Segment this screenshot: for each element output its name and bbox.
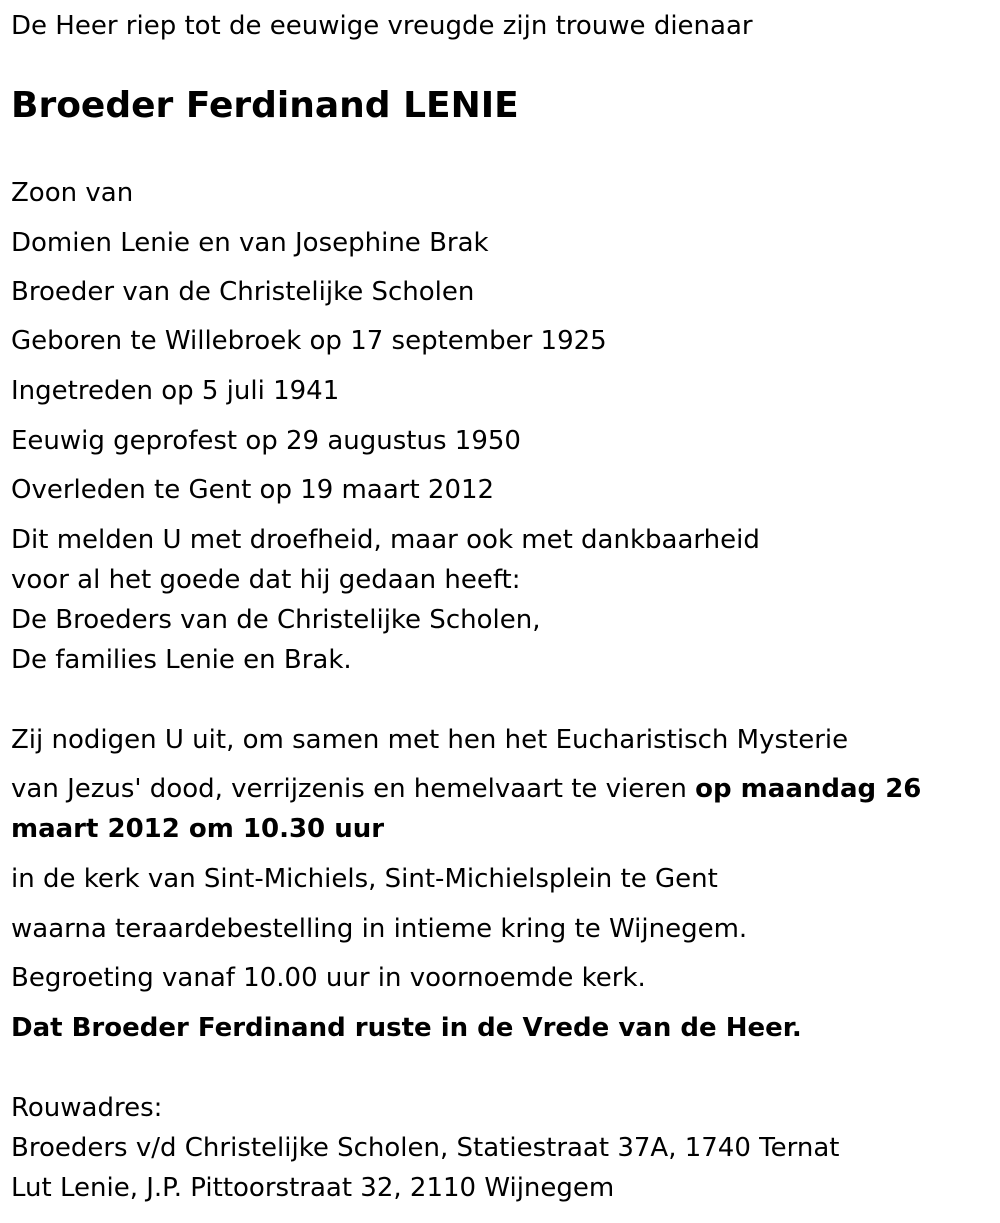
- entered-text: Ingetreden op 5 juli 1941: [11, 376, 340, 406]
- son-of-label: Zoon van: [11, 178, 134, 208]
- announcement-line-2: voor al het goede dat hij gedaan heeft:: [11, 565, 521, 595]
- professed-text: Eeuwig geprofest op 29 augustus 1950: [11, 426, 521, 456]
- intro-text: De Heer riep tot de eeuwige vreugde zijn trouwe dienaar: [11, 11, 753, 41]
- parents-text: Domien Lenie en van Josephine Brak: [11, 228, 489, 258]
- service-greeting: Begroeting vanaf 10.00 uur in voornoemde kerk.: [11, 963, 646, 993]
- service-celebrate: [11, 769, 971, 849]
- address-line-1: Broeders v/d Christelijke Scholen, Statiestraat 37A, 1740 Ternat: [11, 1133, 840, 1163]
- order-text: Broeder van de Christelijke Scholen: [11, 277, 475, 307]
- address-label: Rouwadres:: [11, 1093, 163, 1123]
- service-church: in de kerk van Sint-Michiels, Sint-Michielsplein te Gent: [11, 864, 718, 894]
- announcement-line-4: De families Lenie en Brak.: [11, 645, 352, 675]
- service-burial: waarna teraardebestelling in intieme kring te Wijnegem.: [11, 914, 748, 944]
- announcement-line-3: De Broeders van de Christelijke Scholen,: [11, 605, 541, 635]
- service-invite: Zij nodigen U uit, om samen met hen het Eucharistisch Mysterie: [11, 725, 849, 755]
- address-line-2: Lut Lenie, J.P. Pittoorstraat 32, 2110 Wijnegem: [11, 1173, 615, 1203]
- celebrate-prefix: van Jezus' dood, verrijzenis en hemelvaart te vieren: [11, 774, 696, 804]
- born-text: Geboren te Willebroek op 17 september 1925: [11, 326, 607, 356]
- died-text: Overleden te Gent op 19 maart 2012: [11, 475, 495, 505]
- celebrate-date: op maandag 26 maart 2012 om 10.30 uur: [11, 774, 922, 844]
- announcement-line-1: Dit melden U met droefheid, maar ook met dankbaarheid: [11, 525, 760, 555]
- closing-text: Dat Broeder Ferdinand ruste in de Vrede van de Heer.: [11, 1013, 802, 1043]
- deceased-name: Broeder Ferdinand LENIE: [11, 85, 519, 126]
